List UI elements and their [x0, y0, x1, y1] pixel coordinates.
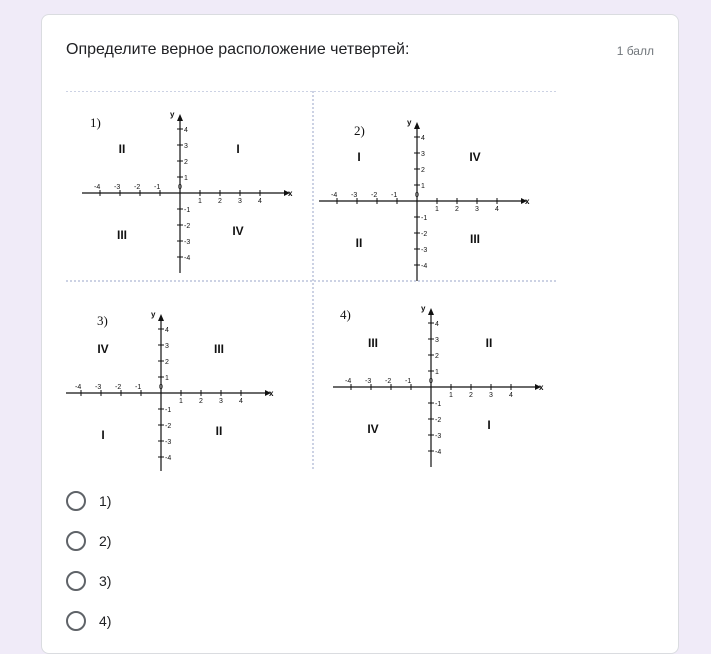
x-tick-label: 0 [178, 184, 182, 191]
x-tick-label: 2 [469, 392, 473, 399]
x-axis-label: x [269, 389, 274, 398]
x-tick-label: -1 [154, 184, 161, 191]
quadrant-label-top-right: III [213, 342, 225, 356]
y-tick-label: 3 [184, 143, 188, 150]
x-axis-label: x [539, 383, 544, 392]
x-tick-label: -4 [94, 184, 101, 191]
quadrant-label-top-left: IV [97, 342, 109, 356]
quadrant-label-bottom-left: II [355, 236, 363, 250]
question-card [41, 14, 679, 654]
x-tick-label: 4 [239, 398, 243, 405]
x-tick-label: 3 [219, 398, 223, 405]
y-tick-label: -4 [165, 455, 172, 462]
x-tick-label: -2 [134, 184, 141, 191]
y-tick-label: -1 [421, 215, 428, 222]
x-tick-label: -3 [114, 184, 121, 191]
y-axis-label: y [151, 310, 156, 319]
x-tick-label: 0 [415, 192, 419, 199]
y-tick-label: 2 [184, 159, 188, 166]
y-tick-label: -1 [184, 207, 191, 214]
option-3[interactable] [66, 561, 111, 601]
quadrant-label-bottom-right: IV [232, 224, 244, 238]
y-tick-label: -1 [435, 401, 442, 408]
y-tick-label: -2 [165, 423, 172, 430]
radio-button[interactable] [66, 531, 86, 551]
y-tick-label: 3 [165, 343, 169, 350]
y-tick-label: -3 [184, 239, 191, 246]
x-tick-label: -2 [385, 378, 392, 385]
y-tick-label: -2 [184, 223, 191, 230]
x-tick-label: 1 [179, 398, 183, 405]
x-axis-label: x [525, 197, 530, 206]
radio-button[interactable] [66, 571, 86, 591]
options-list [66, 481, 111, 641]
y-tick-label: -3 [435, 433, 442, 440]
quadrant-label-bottom-left: III [116, 228, 128, 242]
question-points: 1 балл [616, 44, 654, 58]
option-1[interactable] [66, 481, 111, 521]
y-tick-label: -3 [421, 247, 428, 254]
y-tick-label: 1 [421, 183, 425, 190]
option-4[interactable] [66, 601, 111, 641]
y-axis-arrow [177, 114, 183, 121]
coordinate-graph-2 [319, 118, 530, 281]
x-tick-label: -3 [95, 384, 102, 391]
graph-number-label: 4) [340, 307, 351, 322]
y-tick-label: 2 [435, 353, 439, 360]
quadrant-label-bottom-right: III [469, 232, 481, 246]
radio-button[interactable] [66, 491, 86, 511]
graph-number-label: 1) [90, 115, 101, 130]
quadrant-label-top-left: I [357, 150, 361, 164]
y-tick-label: 3 [421, 151, 425, 158]
y-tick-label: 3 [435, 337, 439, 344]
quadrant-label-top-right: IV [469, 150, 481, 164]
y-tick-label: -2 [421, 231, 428, 238]
x-tick-label: -1 [135, 384, 142, 391]
y-axis-label: y [421, 304, 426, 313]
x-tick-label: 0 [429, 378, 433, 385]
graph-number-label: 3) [97, 313, 108, 328]
option-2[interactable] [66, 521, 111, 561]
x-tick-label: -4 [75, 384, 82, 391]
y-axis-arrow [414, 122, 420, 129]
x-tick-label: 3 [475, 206, 479, 213]
graph-number-label: 2) [354, 123, 365, 138]
x-tick-label: -3 [365, 378, 372, 385]
y-tick-label: -4 [421, 263, 428, 270]
y-axis-arrow [428, 308, 434, 315]
y-tick-label: -1 [165, 407, 172, 414]
option-label: 3) [99, 573, 112, 589]
y-tick-label: 4 [435, 321, 439, 328]
coordinate-graph-3 [66, 310, 274, 471]
x-tick-label: 3 [489, 392, 493, 399]
question-image [66, 91, 558, 471]
y-tick-label: -4 [184, 255, 191, 262]
y-tick-label: -4 [435, 449, 442, 456]
y-tick-label: 4 [421, 135, 425, 142]
option-label: 1) [99, 493, 112, 509]
x-tick-label: -1 [405, 378, 412, 385]
y-tick-label: -3 [165, 439, 172, 446]
x-tick-label: 4 [495, 206, 499, 213]
y-axis-label: y [407, 118, 412, 127]
quadrant-label-top-left: II [118, 142, 126, 156]
y-axis-label: y [170, 110, 175, 119]
x-tick-label: -2 [115, 384, 122, 391]
quadrant-label-bottom-left: IV [367, 422, 379, 436]
x-tick-label: 3 [238, 198, 242, 205]
y-tick-label: 2 [165, 359, 169, 366]
y-tick-label: -2 [435, 417, 442, 424]
x-tick-label: -4 [331, 192, 338, 199]
x-axis-label: x [288, 189, 293, 198]
quadrant-label-top-left: III [367, 336, 379, 350]
x-tick-label: -1 [391, 192, 398, 199]
x-tick-label: 1 [449, 392, 453, 399]
x-tick-label: 4 [509, 392, 513, 399]
x-tick-label: -2 [371, 192, 378, 199]
x-tick-label: 4 [258, 198, 262, 205]
option-label: 2) [99, 533, 112, 549]
question-title: Определите верное расположение четвертей: [66, 41, 410, 58]
quadrant-label-bottom-left: I [101, 428, 105, 442]
x-tick-label: 2 [455, 206, 459, 213]
y-tick-label: 1 [165, 375, 169, 382]
quadrant-label-top-right: II [485, 336, 493, 350]
quadrant-label-bottom-right: I [487, 418, 491, 432]
y-tick-label: 1 [184, 175, 188, 182]
y-tick-label: 4 [165, 327, 169, 334]
x-tick-label: -4 [345, 378, 352, 385]
option-label: 4) [99, 613, 112, 629]
x-tick-label: 1 [435, 206, 439, 213]
x-tick-label: -3 [351, 192, 358, 199]
y-tick-label: 1 [435, 369, 439, 376]
coordinate-graph-1 [82, 110, 293, 273]
quadrant-label-bottom-right: II [215, 424, 223, 438]
x-tick-label: 0 [159, 384, 163, 391]
x-tick-label: 1 [198, 198, 202, 205]
coordinate-graph-4 [333, 304, 544, 467]
y-tick-label: 4 [184, 127, 188, 134]
x-tick-label: 2 [199, 398, 203, 405]
radio-button[interactable] [66, 611, 86, 631]
y-tick-label: 2 [421, 167, 425, 174]
x-tick-label: 2 [218, 198, 222, 205]
quadrant-label-top-right: I [236, 142, 240, 156]
y-axis-arrow [158, 314, 164, 321]
